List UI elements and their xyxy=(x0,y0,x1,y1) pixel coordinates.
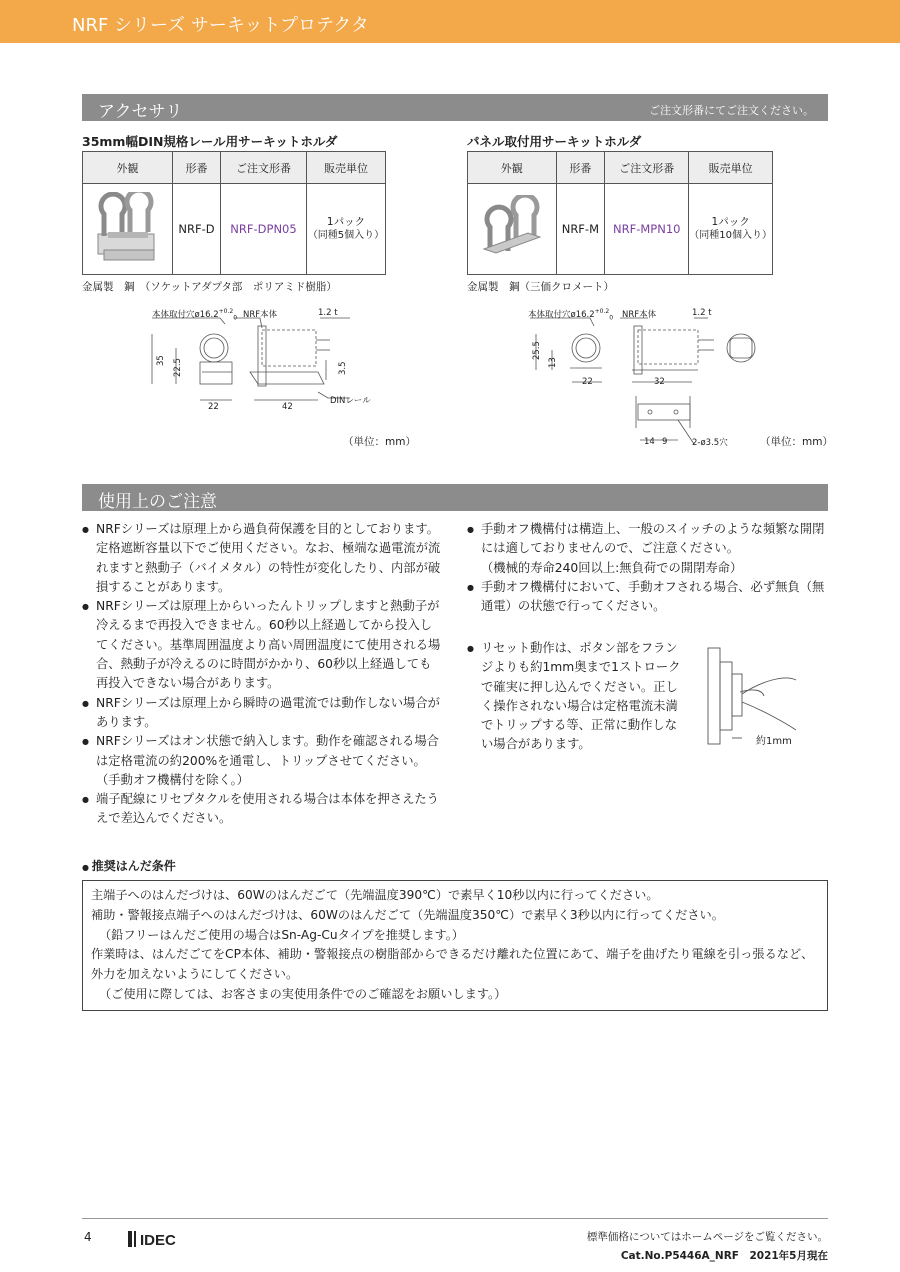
cautions-left-list xyxy=(82,520,442,829)
panel-hole-label: 本体取付穴$ø16.2^{+0.2}_0$ xyxy=(528,308,614,322)
footer-divider xyxy=(82,1218,828,1219)
solder-line: 外力を加えないようにしてください。 xyxy=(91,967,299,982)
panel-material: 金属製 鋼（三価クロメート） xyxy=(467,281,614,293)
page-number: 4 xyxy=(84,1230,92,1244)
din-unit-note: （単位：mm） xyxy=(343,436,416,448)
panel-dim-9: 9 xyxy=(662,437,668,447)
col-unit: 販売単位 xyxy=(307,152,386,184)
din-sales-unit: 1パック （同種5個入り） xyxy=(307,184,386,275)
din-dim-42: 42 xyxy=(282,402,293,412)
caution-item: ● リセット動作は、ボタン部をフランジよりも約1mm奥まで1ストロークで確実に押し込んでください。正しく操作されない場合は定格電流未満でトリップする等、正常に動作しない場合があります。 xyxy=(467,639,689,755)
panel-holes-label: 2-ø3.5穴 xyxy=(692,438,728,448)
col-appearance: 外観 xyxy=(468,152,557,184)
col-model: 形番 xyxy=(173,152,221,184)
din-holder-table xyxy=(82,151,386,275)
panel-unit-note: （単位：mm） xyxy=(760,436,833,448)
din-dimension-drawing xyxy=(150,300,410,425)
caution-item: ● NRFシリーズは原理上から瞬時の過電流では動作しない場合があります。 xyxy=(82,694,442,733)
cautions-right-list xyxy=(467,520,831,616)
panel-dim-32: 32 xyxy=(654,377,665,387)
panel-thickness-label: 1.2 t xyxy=(692,308,712,318)
solder-title: ● 推奨はんだ条件 xyxy=(82,857,176,874)
din-thickness-label: 1.2 t xyxy=(318,308,338,318)
din-dim-3-5: 3.5 xyxy=(338,361,348,375)
panel-holder-title: パネル取付用サーキットホルダ xyxy=(467,134,642,149)
page-title: NRF シリーズ サーキットプロテクタ xyxy=(72,15,369,36)
accessories-section-bar xyxy=(82,94,828,121)
din-model: NRF-D xyxy=(173,184,221,275)
col-order-code: ご注文形番 xyxy=(605,152,689,184)
col-unit: 販売単位 xyxy=(689,152,773,184)
panel-body-label: NRF本体 xyxy=(622,310,657,320)
svg-text:IDEC: IDEC xyxy=(140,1232,176,1249)
solder-conditions-box xyxy=(82,880,828,1011)
reset-illustration xyxy=(700,644,800,748)
panel-dim-25-5: 25.5 xyxy=(532,341,542,360)
header-bar xyxy=(0,0,900,43)
caution-item: ● 端子配線にリセプタクルを使用される場合は本体を押さえたうえで差込んでください。 xyxy=(82,790,442,829)
caution-subnote: （機械的寿命240回以上:無負荷での開閉寿命） xyxy=(481,560,743,575)
din-dim-22: 22 xyxy=(208,402,219,412)
panel-order-code: NRF-MPN10 xyxy=(605,184,689,275)
din-rail-label: DINレール xyxy=(330,396,371,406)
col-order-code: ご注文形番 xyxy=(221,152,307,184)
cautions-section-bar xyxy=(82,484,828,511)
accessories-title: アクセサリ xyxy=(98,102,183,122)
idec-logo xyxy=(128,1229,194,1249)
caution-item: ● 手動オフ機構付は構造上、一般のスイッチのような頻繁な開閉には適しておりませんので、ご注意ください。 （機械的寿命240回以上:無負荷での開閉寿命） xyxy=(467,520,831,578)
footer-catalog-no: Cat.No.P5446A_NRF 2021年5月現在 xyxy=(620,1250,828,1262)
solder-line: （鉛フリーはんだご使用の場合はSn-Ag-Cuタイプを推奨します。） xyxy=(99,927,464,942)
accessories-note: ご注文形番にてご注文ください。 xyxy=(649,104,814,117)
caution-item: ● NRFシリーズは原理上からいったんトリップしますと熱動子が冷えるまで再投入できません。60秒以上経過してから投入してください。基準周囲温度より高い周囲温度にて使用される場合、熱動子が冷えるのに時間がかかり、60秒以上経過しても再投入できない場合があります。 xyxy=(82,597,442,693)
cautions-reset-list xyxy=(467,639,689,755)
cautions-title: 使用上のご注意 xyxy=(98,492,217,512)
solder-line: 作業時は、はんだごてをCP本体、補助・警報接点の樹脂部からできるだけ離れた位置にあて、端子を曲げたり電線を引っ張るなど、 xyxy=(91,947,814,962)
din-hole-label: 本体取付穴$ø16.2^{+0.2}_0$ xyxy=(152,308,238,322)
solder-line: （ご使用に際しては、お客さまの実使用条件でのご確認をお願いします。） xyxy=(99,986,507,1001)
din-order-code: NRF-DPN05 xyxy=(221,184,307,275)
din-holder-title: 35mm幅DIN規格レール用サーキットホルダ xyxy=(82,134,338,149)
col-model: 形番 xyxy=(556,152,605,184)
footer-price-note: 標準価格についてはホームページをご覧ください。 xyxy=(586,1231,828,1243)
panel-holder-image xyxy=(468,184,557,275)
reset-depth-label: 約1mm xyxy=(756,736,792,747)
panel-dim-13: 13 xyxy=(548,357,558,368)
solder-line: 補助・警報接点端子へのはんだづけは、60Wのはんだごて（先端温度350℃）で素早く3秒以内に行ってください。 xyxy=(91,907,724,922)
din-dim-22-5: 22.5 xyxy=(173,358,183,377)
solder-line: 主端子へのはんだづけは、60Wのはんだごて（先端温度390℃）で素早く10秒以内に行ってください。 xyxy=(91,888,659,902)
panel-dim-14: 14 xyxy=(644,437,655,447)
caution-subnote: （手動オフ機構付を除く。） xyxy=(96,772,250,787)
col-appearance: 外観 xyxy=(83,152,173,184)
din-holder-image xyxy=(83,184,173,275)
caution-item: ● NRFシリーズは原理上から過負荷保護を目的としております。定格遮断容量以下でご使用ください。なお、極端な過電流が流れますと熱動子（バイメタル）の特性が変化したり、内部が破損することがあります。 xyxy=(82,520,442,597)
caution-item: ● NRFシリーズはオン状態で納入します。動作を確認される場合は定格電流の約200%を通電し、トリップさせてください。 （手動オフ機構付を除く。） xyxy=(82,732,442,790)
din-dim-35: 35 xyxy=(156,355,166,366)
panel-dimension-drawing xyxy=(528,300,788,460)
panel-holder-table xyxy=(467,151,773,275)
caution-item: ● 手動オフ機構付において、手動オフされる場合、必ず無負（無通電）の状態で行ってください。 xyxy=(467,578,831,617)
din-material: 金属製 鋼 （ソケットアダプタ部 ポリアミド樹脂） xyxy=(82,281,337,293)
panel-model: NRF-M xyxy=(556,184,605,275)
panel-dim-22: 22 xyxy=(582,377,593,387)
din-body-label: NRF本体 xyxy=(243,310,278,320)
panel-sales-unit: 1パック （同種10個入り） xyxy=(689,184,773,275)
